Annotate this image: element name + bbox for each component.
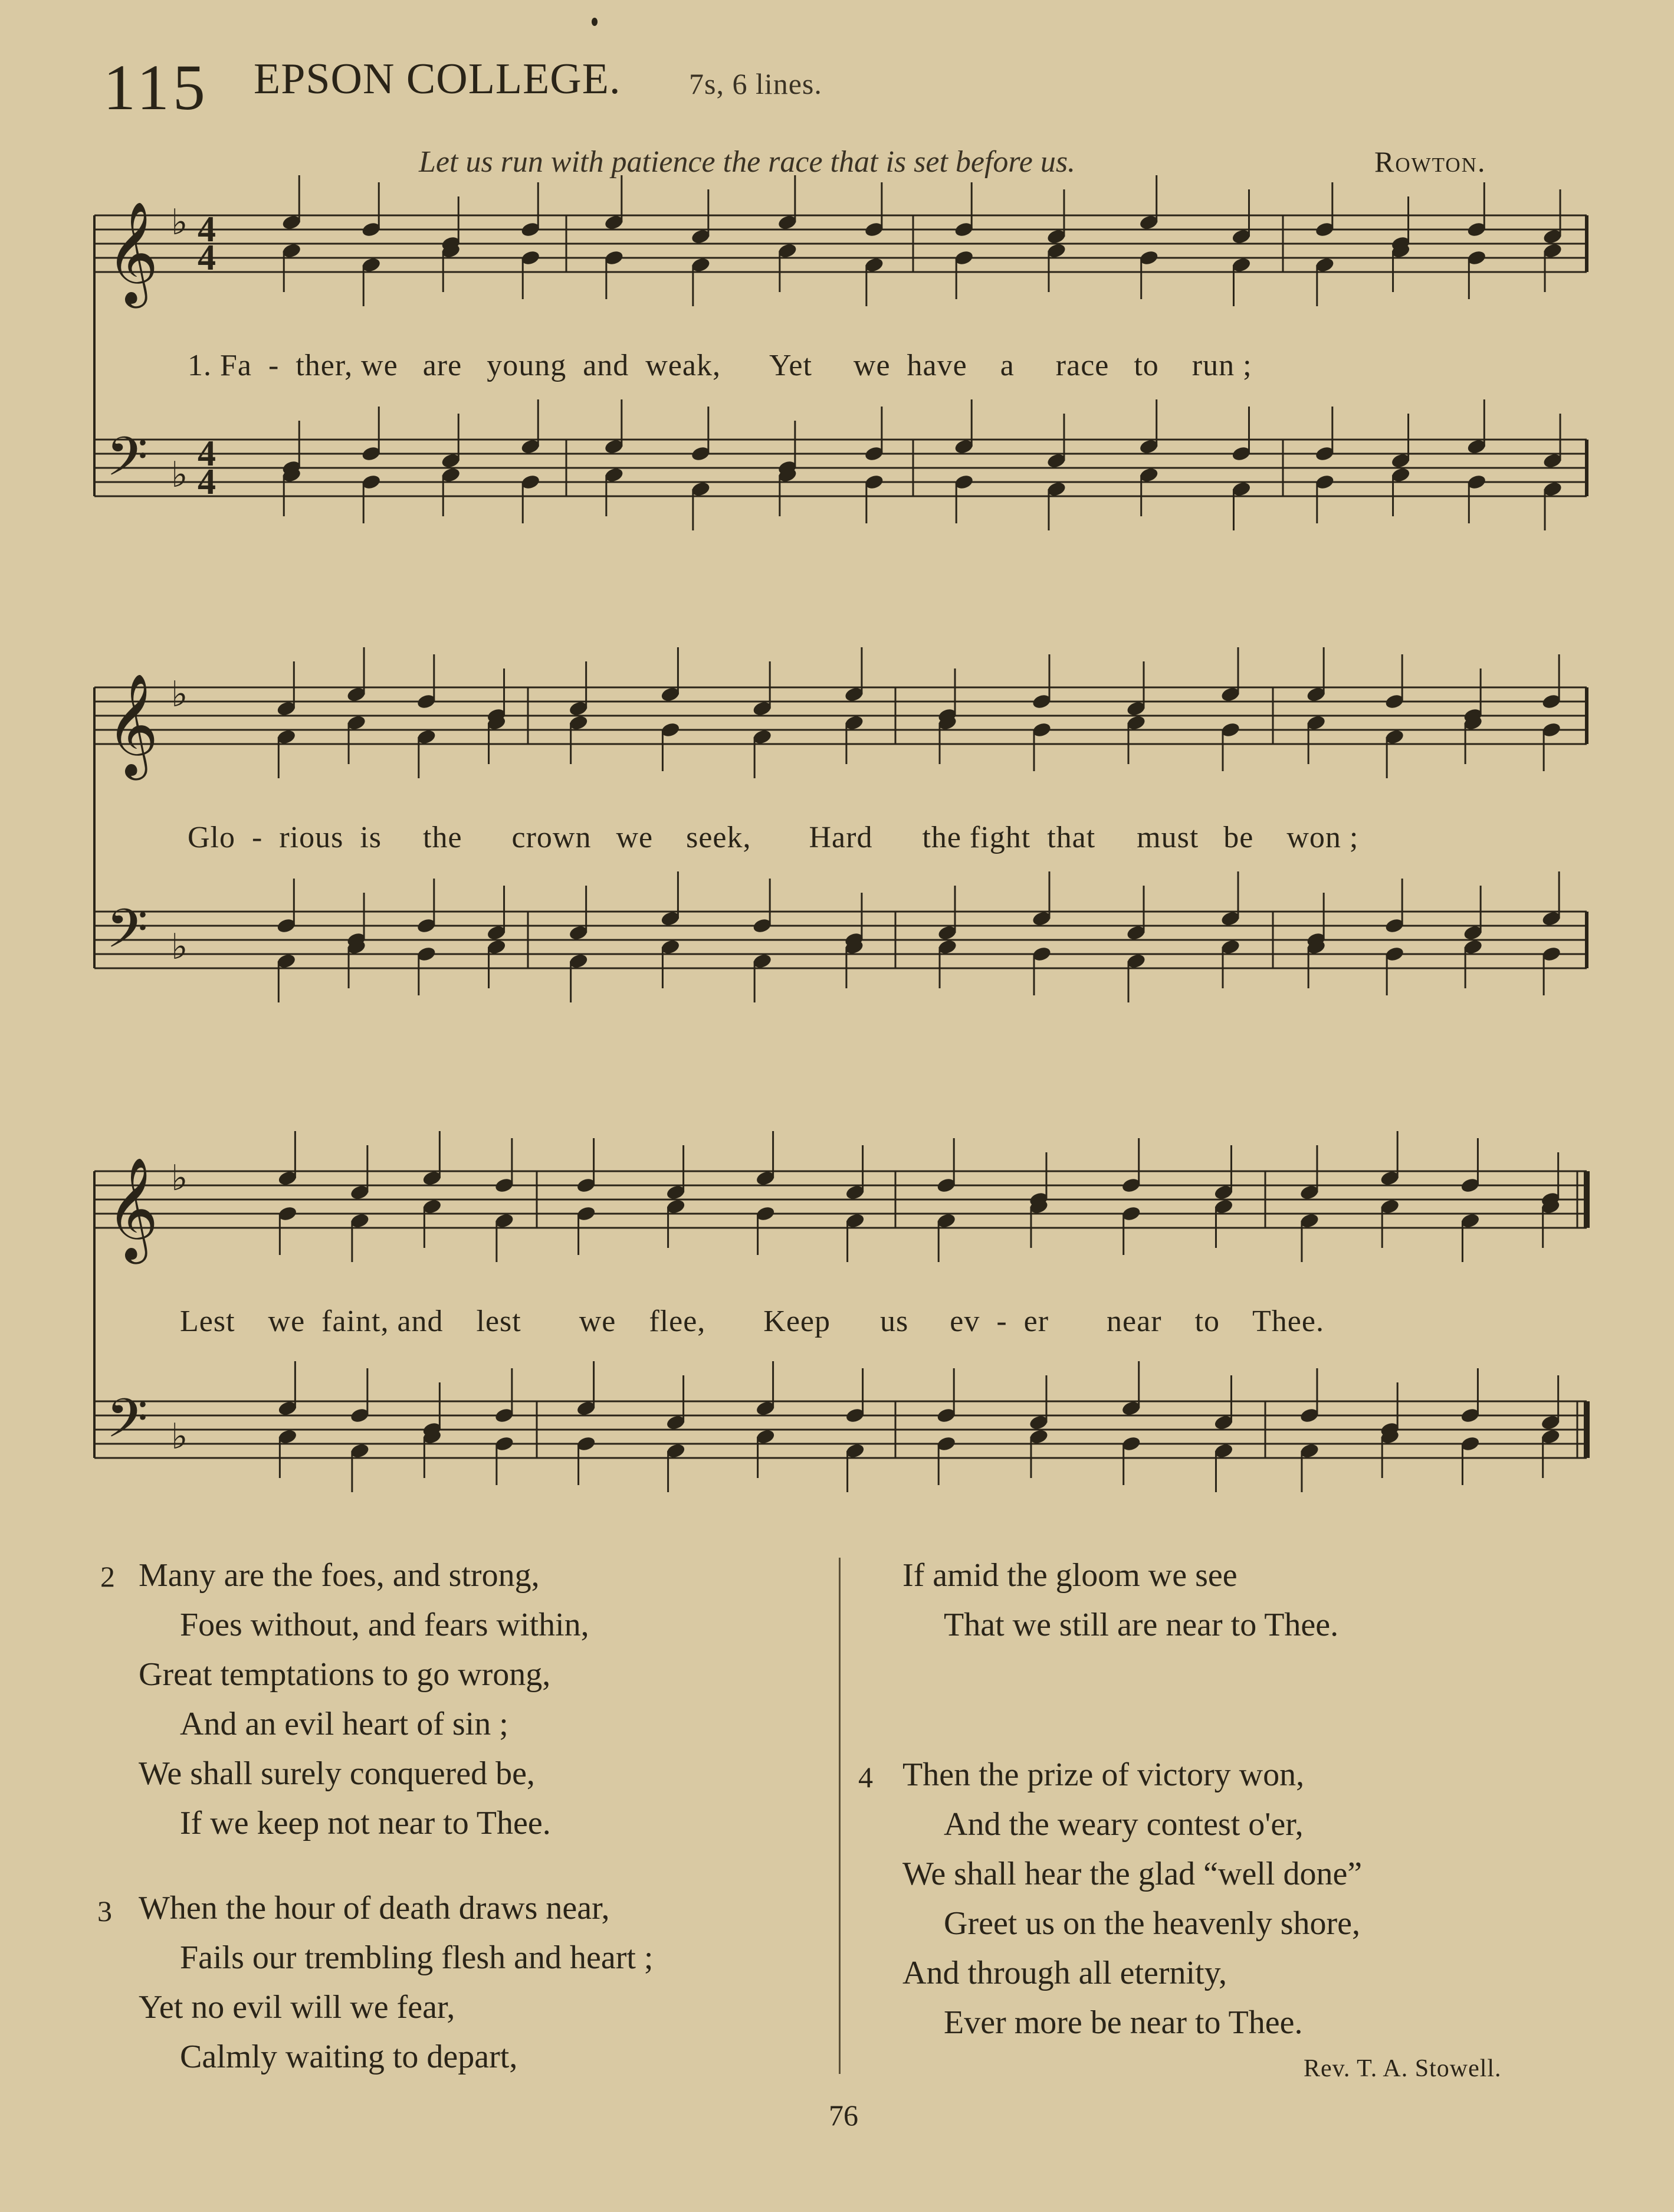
treble-clef-icon: 𝄞 — [106, 1157, 159, 1260]
hymn-meter: 7s, 6 lines. — [689, 67, 822, 100]
verse-number: 2 — [100, 1560, 115, 1593]
verse-line: Foes without, and fears within, — [180, 1607, 589, 1643]
flat-sign-icon: ♭ — [171, 926, 188, 968]
lyric-line-2: Glo - rious is the crown we seek, Hard the fight that must be won ; — [188, 821, 1359, 854]
verse-line: That we still are near to Thee. — [944, 1607, 1339, 1643]
verse-line: If we keep not near to Thee. — [180, 1805, 551, 1841]
treble-clef-icon: 𝄞 — [106, 201, 159, 304]
time-signature-digit: 4 — [198, 238, 216, 278]
time-signature-digit: 4 — [198, 209, 216, 250]
verse-line: Calmly waiting to depart, — [180, 2039, 518, 2075]
verse-line: And an evil heart of sin ; — [180, 1706, 508, 1742]
verse-line: Fails our trembling flesh and heart ; — [180, 1939, 654, 1976]
time-signature-digit: 4 — [198, 434, 216, 474]
flat-sign-icon: ♭ — [171, 202, 188, 243]
verse-2 — [139, 1551, 589, 1848]
verse-line: If amid the gloom we see — [902, 1557, 1238, 1594]
verse-line: We shall surely conquered be, — [139, 1755, 535, 1792]
lyric-line-3: Lest we faint, and lest we flee, Keep us ev - er near to Thee. — [180, 1305, 1324, 1338]
verse-line: Then the prize of victory won, — [902, 1757, 1305, 1793]
hymn-title: EPSON COLLEGE. — [254, 55, 621, 103]
verse-number: 3 — [97, 1895, 112, 1928]
author-credit: Rev. T. A. Stowell. — [1304, 2055, 1502, 2082]
verse-line: Greet us on the heavenly shore, — [944, 1905, 1360, 1942]
verse-line: When the hour of death draws near, — [139, 1890, 610, 1926]
verse-line: Yet no evil will we fear, — [139, 1989, 455, 2026]
column-divider — [839, 1558, 841, 2074]
lyric-line-1: 1. Fa - ther, we are young and weak, Yet we have a race to run ; — [188, 349, 1252, 382]
flat-sign-icon: ♭ — [171, 674, 188, 715]
verse-line: Many are the foes, and strong, — [139, 1557, 540, 1594]
verse-line: Ever more be near to Thee. — [944, 2004, 1303, 2041]
verse-3-part-2 — [902, 1551, 1338, 1650]
verse-number: 4 — [858, 1761, 873, 1794]
verse-line: And through all eternity, — [902, 1955, 1227, 1991]
bass-clef-icon: 𝄢 — [106, 425, 148, 501]
time-signature-digit: 4 — [198, 462, 216, 502]
scripture-epigraph: Let us run with patience the race that is set before us. — [419, 145, 1076, 179]
verse-4 — [902, 1750, 1362, 2047]
bass-clef-icon: 𝄢 — [106, 897, 148, 973]
verse-line: And the weary contest o'er, — [944, 1806, 1304, 1843]
bass-clef-icon: 𝄢 — [106, 1387, 148, 1463]
flat-sign-icon: ♭ — [171, 1158, 188, 1199]
tune-name: Rowton. — [1374, 145, 1486, 178]
verse-line: Great temptations to go wrong, — [139, 1656, 551, 1693]
page-number: 76 — [829, 2099, 858, 2132]
verse-3-part-1 — [139, 1883, 653, 2082]
treble-clef-icon: 𝄞 — [106, 673, 159, 776]
verse-line: We shall hear the glad “well done” — [902, 1856, 1363, 1892]
flat-sign-icon: ♭ — [171, 1416, 188, 1457]
flat-sign-icon: ♭ — [171, 454, 188, 496]
hymn-number: 115 — [103, 51, 209, 123]
